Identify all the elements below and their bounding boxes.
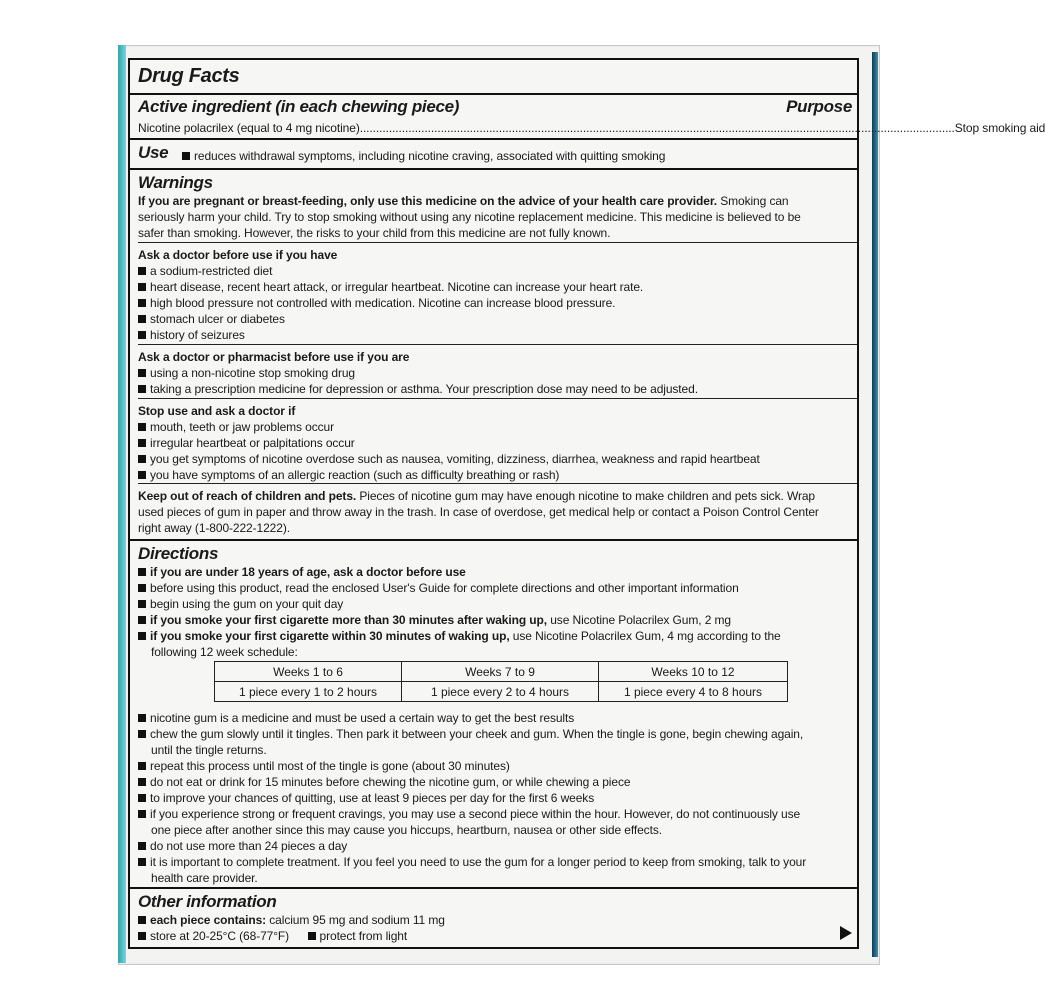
table-row bbox=[215, 682, 788, 702]
bullet-icon bbox=[138, 778, 146, 786]
active-ingredient-heading: Active ingredient (in each chewing piece) bbox=[138, 97, 460, 116]
divider bbox=[138, 398, 857, 399]
bullet-icon bbox=[138, 858, 146, 866]
directions-heading: Directions bbox=[138, 544, 219, 563]
table-header-cell: Weeks 10 to 12 bbox=[599, 662, 788, 682]
list-item: if you smoke your first cigarette within 30 minutes of waking up, use Nicotine Polacrilex Gum, 4 mg according to the bbox=[138, 628, 781, 644]
purpose-heading: Purpose bbox=[786, 97, 852, 116]
list-item: a sodium-restricted diet bbox=[138, 263, 272, 279]
divider bbox=[130, 168, 857, 170]
divider bbox=[138, 483, 857, 484]
list-item: before using this product, read the enclosed User's Guide for complete directions and other important information bbox=[138, 580, 739, 596]
bullet-icon bbox=[138, 916, 146, 924]
divider bbox=[130, 887, 857, 889]
keep-out-line2: used pieces of gum in paper and throw away in the trash. In case of overdose, get medical help or contact a Poison Control Center bbox=[138, 505, 819, 519]
divider bbox=[138, 242, 857, 243]
bullet-icon bbox=[138, 932, 146, 940]
bullet-icon bbox=[138, 299, 146, 307]
list-item: history of seizures bbox=[138, 327, 245, 343]
list-item: store at 20-25°C (68-77°F) protect from light bbox=[138, 928, 407, 944]
list-item: do not use more than 24 pieces a day bbox=[138, 838, 347, 854]
list-item: repeat this process until most of the tingle is gone (about 30 minutes) bbox=[138, 758, 510, 774]
use-heading: Use bbox=[138, 143, 169, 162]
warnings-heading: Warnings bbox=[138, 173, 213, 192]
bullet-icon bbox=[138, 369, 146, 377]
continue-arrow-icon bbox=[840, 926, 852, 940]
keep-out-line3: right away (1-800-222-1222). bbox=[138, 521, 290, 535]
other-information-heading: Other information bbox=[138, 892, 277, 911]
list-item: irregular heartbeat or palpitations occur bbox=[138, 435, 355, 451]
table-cell: 1 piece every 1 to 2 hours bbox=[215, 682, 402, 702]
bullet-icon bbox=[138, 600, 146, 608]
bullet-icon bbox=[138, 385, 146, 393]
bullet-icon bbox=[138, 423, 146, 431]
bullet-icon bbox=[138, 568, 146, 576]
pregnancy-warning: If you are pregnant or breast-feeding, only use this medicine on the advice of your health care provider. Smoking can bbox=[138, 194, 789, 208]
list-item: if you smoke your first cigarette more than 30 minutes after waking up, use Nicotine Polacrilex Gum, 2 mg bbox=[138, 612, 731, 628]
bullet-icon bbox=[138, 315, 146, 323]
list-item: high blood pressure not controlled with medication. Nicotine can increase blood pressure. bbox=[138, 295, 615, 311]
bullet-icon bbox=[138, 762, 146, 770]
bullet-icon bbox=[138, 810, 146, 818]
list-item: using a non-nicotine stop smoking drug bbox=[138, 365, 355, 381]
drug-facts-panel bbox=[128, 58, 1045, 949]
divider bbox=[138, 344, 857, 345]
ingredient-row bbox=[138, 120, 1045, 136]
divider bbox=[130, 93, 857, 95]
bullet-icon bbox=[308, 932, 316, 940]
bullet-icon bbox=[138, 283, 146, 291]
list-item: you have symptoms of an allergic reaction (such as difficulty breathing or rash) bbox=[138, 467, 559, 483]
divider bbox=[130, 138, 857, 140]
drug-facts-title: Drug Facts bbox=[138, 65, 240, 87]
list-item: nicotine gum is a medicine and must be used a certain way to get the best results bbox=[138, 710, 574, 726]
list-item: if you are under 18 years of age, ask a doctor before use bbox=[138, 564, 466, 580]
list-item-continuation: health care provider. bbox=[151, 871, 258, 885]
table-header-cell: Weeks 7 to 9 bbox=[402, 662, 599, 682]
list-item: to improve your chances of quitting, use at least 9 pieces per day for the first 6 weeks bbox=[138, 790, 594, 806]
list-item: if you experience strong or frequent cravings, you may use a second piece within the hour. However, do not continuously use bbox=[138, 806, 800, 822]
list-item: heart disease, recent heart attack, or irregular heartbeat. Nicotine can increase your heart rate. bbox=[138, 279, 643, 295]
list-item-continuation: following 12 week schedule: bbox=[151, 645, 298, 659]
list-item: taking a prescription medicine for depression or asthma. Your prescription dose may need to be adjusted. bbox=[138, 381, 698, 397]
ingredient-name: Nicotine polacrilex (equal to 4 mg nicotine) bbox=[138, 121, 360, 135]
list-item: you get symptoms of nicotine overdose such as nausea, vomiting, dizziness, diarrhea, weakness and rapid heartbeat bbox=[138, 451, 760, 467]
table-header-cell: Weeks 1 to 6 bbox=[215, 662, 402, 682]
list-item: begin using the gum on your quit day bbox=[138, 596, 343, 612]
table-cell: 1 piece every 4 to 8 hours bbox=[599, 682, 788, 702]
bullet-icon bbox=[138, 714, 146, 722]
bullet-icon bbox=[138, 616, 146, 624]
bullet-icon bbox=[138, 267, 146, 275]
package-right-edge bbox=[872, 52, 878, 957]
leader-dots: ........................................................................................................................................................................................ bbox=[359, 121, 955, 135]
keep-out-of-reach: Keep out of reach of children and pets. Pieces of nicotine gum may have enough nicotine to make children and pets sick. Wrap bbox=[138, 489, 816, 503]
bullet-icon bbox=[138, 439, 146, 447]
bullet-icon bbox=[138, 794, 146, 802]
bullet-icon bbox=[138, 471, 146, 479]
table-cell: 1 piece every 2 to 4 hours bbox=[402, 682, 599, 702]
bullet-icon bbox=[138, 842, 146, 850]
bullet-icon bbox=[138, 730, 146, 738]
dosing-schedule-table bbox=[214, 661, 788, 702]
bullet-icon bbox=[138, 584, 146, 592]
bullet-icon bbox=[138, 632, 146, 640]
divider bbox=[130, 539, 857, 541]
ask-doctor-heading: Ask a doctor before use if you have bbox=[138, 248, 338, 262]
list-item: do not eat or drink for 15 minutes before chewing the nicotine gum, or while chewing a piece bbox=[138, 774, 630, 790]
pregnancy-warning-line3: safer than smoking. However, the risks to your child from this medicine are not fully known. bbox=[138, 226, 611, 240]
list-item: each piece contains: calcium 95 mg and sodium 11 mg bbox=[138, 912, 445, 928]
bullet-icon bbox=[138, 455, 146, 463]
ask-pharmacist-heading: Ask a doctor or pharmacist before use if you are bbox=[138, 350, 410, 364]
list-item-continuation: until the tingle returns. bbox=[151, 743, 267, 757]
ingredient-purpose: Stop smoking aid bbox=[954, 121, 1045, 135]
list-item: chew the gum slowly until it tingles. Then park it between your cheek and gum. When the tingle is gone, begin chewing again, bbox=[138, 726, 803, 742]
stop-use-heading: Stop use and ask a doctor if bbox=[138, 404, 296, 418]
use-text: reduces withdrawal symptoms, including nicotine craving, associated with quitting smoking bbox=[182, 148, 665, 164]
package-left-edge bbox=[118, 45, 126, 963]
list-item: it is important to complete treatment. If you feel you need to use the gum for a longer period to keep from smoking, talk to your bbox=[138, 854, 806, 870]
table-row bbox=[215, 662, 788, 682]
list-item: mouth, teeth or jaw problems occur bbox=[138, 419, 334, 435]
list-item-continuation: one piece after another since this may cause you hiccups, heartburn, nausea or other side effects. bbox=[151, 823, 662, 837]
list-item: stomach ulcer or diabetes bbox=[138, 311, 285, 327]
bullet-icon bbox=[182, 152, 190, 160]
pregnancy-warning-line2: seriously harm your child. Try to stop smoking without using any nicotine replacement medicine. This medicine is believed to be bbox=[138, 210, 801, 224]
bullet-icon bbox=[138, 331, 146, 339]
